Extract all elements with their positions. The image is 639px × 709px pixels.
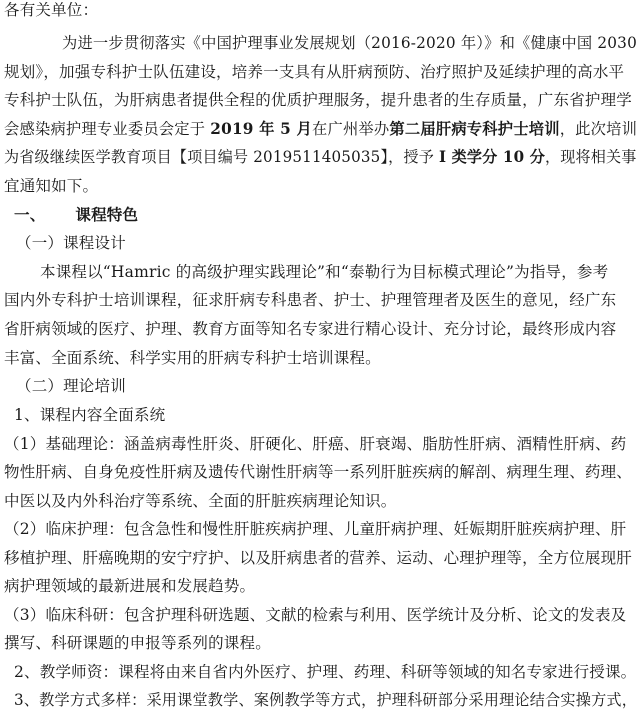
- section-1-title: 课程特色: [75, 206, 139, 224]
- intro-line-4: [4, 119, 637, 139]
- point-3-teaching-methods: 3、教学方式多样：采用课堂教学、案例教学等方式，护理科研部分采用理论结合实操方式，: [14, 691, 638, 709]
- clinical-nursing-line-3: 病护理领域的最新进展和发展趋势。: [4, 577, 256, 595]
- intro-line-3: 专科护士队伍，为肝病患者提供全程的优质护理服务，提升患者的生存质量，广东省护理学: [4, 91, 633, 109]
- intro-line-1: 为进一步贯彻落实《中国护理事业发展规划（2016-2020 年）》和《健康中国 2030: [62, 34, 637, 52]
- salutation: 各有关单位：: [4, 1, 99, 19]
- clinical-nursing-line-2: 移植护理、肝癌晚期的安宁疗护、以及肝病患者的营养、运动、心理护理等，全方位展现肝: [4, 549, 633, 567]
- basic-theory-line-2: 物性肝病、自身免疫性肝病及遗传代谢性肝病等一系列肝脏疾病的解剖、病理生理、药理、: [4, 463, 633, 481]
- design-line-3: 省肝病领域的医疗、护理、教育方面等知名专家进行精心设计、充分讨论，最终形成内容: [4, 320, 617, 338]
- intro-line-4-c: 在广州举办: [311, 120, 390, 138]
- subsection-theory-training: （二）理论培训: [16, 377, 126, 395]
- credit-award: I 类学分 10 分: [438, 147, 545, 166]
- point-2-teaching-staff: 2、教学师资：课程将由来自省内外医疗、护理、药理、科研等领域的知名专家进行授课。: [14, 663, 637, 681]
- event-name: 第二届肝病专科护士培训: [389, 119, 560, 138]
- clinical-research-line-1: （3）临床科研：包含护理科研选题、文献的检索与利用、医学统计及分析、论文的发表及: [4, 606, 627, 624]
- intro-line-5-c: ，现将相关事: [544, 148, 637, 166]
- event-date: 2019 年 5 月: [210, 119, 312, 138]
- clinical-nursing-line-1: （2）临床护理：包含急性和慢性肝脏疾病护理、儿童肝病护理、妊娠期肝脏疾病护理、肝: [4, 520, 627, 538]
- intro-line-6: 宜通知如下。: [4, 177, 99, 195]
- intro-line-4-a: 会感染病护理专业委员会定于: [4, 120, 211, 138]
- design-line-2: 国内外专科护士培训课程，征求肝病专科患者、护士、护理管理者及医生的意见，经广东: [4, 291, 617, 309]
- subsection-course-design: （一）课程设计: [16, 234, 126, 252]
- basic-theory-line-3: 中医以及内外科治疗等系统、全面的肝脏疾病理论知识。: [4, 492, 397, 510]
- design-line-4: 丰富、全面系统、科学实用的肝病专科护士培训课程。: [4, 349, 381, 367]
- section-1-number: 一、: [14, 206, 46, 224]
- point-1-heading: 1、课程内容全面系统: [14, 406, 166, 424]
- basic-theory-line-1: （1）基础理论：涵盖病毒性肝炎、肝硬化、肝癌、肝衰竭、脂肪性肝病、酒精性肝病、药: [4, 435, 627, 453]
- intro-line-5: [4, 147, 637, 167]
- clinical-research-line-2: 撰写、科研课题的申报等系列的课程。: [4, 634, 271, 652]
- design-line-1: 本课程以“Hamric 的高级护理实践理论”和“泰勒行为目标模式理论”为指导，参考: [40, 263, 609, 281]
- section-1-heading: [14, 205, 138, 225]
- intro-line-2: 规划》，加强专科护士队伍建设，培养一支具有从肝病预防、治疗照护及延续护理的高水平: [4, 63, 625, 81]
- intro-line-4-e: ，此次培训: [559, 120, 638, 138]
- intro-line-5-a: 为省级继续医学教育项目【项目编号 2019511405035】，授予: [4, 148, 439, 166]
